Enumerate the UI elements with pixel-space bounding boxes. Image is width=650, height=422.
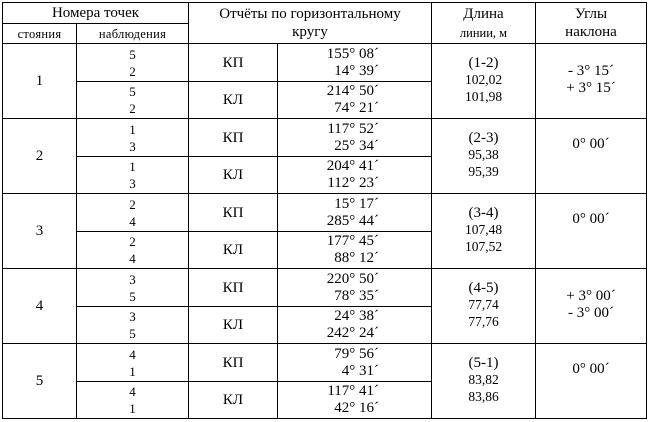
length-cell xyxy=(432,344,536,419)
length-value: 101,98 xyxy=(464,89,503,104)
sighting-cell xyxy=(77,194,189,232)
reading-cell xyxy=(278,232,432,269)
slope-value: - 3° 00´ xyxy=(568,305,614,321)
sighting-point: 1 xyxy=(129,159,136,174)
length-value: 102,02 xyxy=(464,72,503,87)
header-readings-line1: Отчёты по горизонтальному xyxy=(219,6,401,22)
slope-value: + 3° 15´ xyxy=(566,80,616,96)
length-value: 83,86 xyxy=(468,389,499,404)
sighting-cell xyxy=(77,382,189,419)
length-cell xyxy=(432,194,536,269)
slope-value: + 3° 00´ xyxy=(566,288,616,304)
reading-value: 117° 52´ xyxy=(327,120,379,137)
header-readings xyxy=(189,3,432,44)
sighting-cell xyxy=(77,157,189,194)
header-station: стояния xyxy=(3,24,77,44)
sighting-point: 2 xyxy=(129,63,136,79)
segment-label: (2-3) xyxy=(468,130,499,146)
station-cell: 4 xyxy=(3,269,77,344)
sighting-point: 4 xyxy=(129,384,136,399)
reading-cell xyxy=(278,157,432,194)
sighting-point: 1 xyxy=(129,401,136,416)
sighting-point: 5 xyxy=(129,288,136,304)
reading-value: 25° 34´ xyxy=(334,137,379,154)
sighting-point: 2 xyxy=(129,196,136,212)
sighting-point: 3 xyxy=(129,271,136,287)
reading-value: 15° 17´ xyxy=(334,195,379,212)
length-cell xyxy=(432,119,536,194)
reading-value: 42° 16´ xyxy=(334,400,379,416)
reading-value: 4° 31´ xyxy=(341,362,379,379)
header-length-line1: Длина xyxy=(463,6,504,22)
sighting-point: 4 xyxy=(129,251,136,266)
station-cell: 1 xyxy=(3,44,77,119)
reading-cell xyxy=(278,382,432,419)
sighting-cell xyxy=(77,82,189,119)
slope-value: - 3° 15´ xyxy=(568,63,614,79)
circle-position: КП xyxy=(189,119,278,157)
slope-cell xyxy=(536,194,647,269)
reading-cell xyxy=(278,44,432,82)
reading-value: 79° 56´ xyxy=(334,345,379,362)
reading-cell xyxy=(278,194,432,232)
header-row-1 xyxy=(3,3,647,24)
slope-cell xyxy=(536,119,647,194)
length-value: 95,39 xyxy=(468,164,499,179)
reading-value: 242° 24´ xyxy=(326,325,379,341)
sighting-point: 5 xyxy=(129,46,136,62)
slope-value: 0° 00´ xyxy=(572,361,610,377)
reading-value: 78° 35´ xyxy=(334,287,379,304)
sighting-point: 4 xyxy=(129,346,136,362)
sighting-point: 5 xyxy=(129,84,136,99)
station-cell: 5 xyxy=(3,344,77,419)
segment-label: (1-2) xyxy=(468,55,499,71)
circle-position: КП xyxy=(189,44,278,82)
header-angles xyxy=(536,3,647,44)
sighting-cell xyxy=(77,307,189,344)
reading-value: 220° 50´ xyxy=(326,270,379,287)
circle-position: КЛ xyxy=(189,307,278,344)
header-sighting: наблюдения xyxy=(77,24,189,44)
reading-value: 214° 50´ xyxy=(326,83,379,99)
reading-value: 74° 21´ xyxy=(334,100,379,116)
circle-position: КЛ xyxy=(189,232,278,269)
header-angles-line2: наклона xyxy=(565,24,617,40)
header-readings-line2: кругу xyxy=(292,24,328,40)
table-row xyxy=(3,344,647,382)
slope-value: 0° 00´ xyxy=(572,136,610,152)
length-value: 107,48 xyxy=(464,222,503,237)
reading-value: 117° 41´ xyxy=(327,383,379,399)
segment-label: (5-1) xyxy=(468,355,499,371)
length-cell xyxy=(432,269,536,344)
slope-cell xyxy=(536,269,647,344)
length-value: 77,76 xyxy=(468,314,499,329)
sighting-point: 2 xyxy=(129,234,136,249)
survey-table xyxy=(2,2,647,419)
reading-value: 112° 23´ xyxy=(327,175,379,191)
segment-label: (4-5) xyxy=(468,280,499,296)
header-length xyxy=(432,3,536,44)
sighting-point: 2 xyxy=(129,101,136,116)
reading-value: 14° 39´ xyxy=(334,62,379,79)
segment-label: (3-4) xyxy=(468,205,499,221)
reading-value: 285° 44´ xyxy=(326,212,379,229)
reading-value: 204° 41´ xyxy=(326,158,379,174)
header-angles-line1: Углы xyxy=(574,6,608,22)
slope-cell xyxy=(536,344,647,419)
sighting-cell xyxy=(77,119,189,157)
sighting-point: 5 xyxy=(129,326,136,341)
sighting-cell xyxy=(77,232,189,269)
sighting-cell xyxy=(77,44,189,82)
reading-cell xyxy=(278,344,432,382)
sighting-point: 1 xyxy=(129,121,136,137)
table-row xyxy=(3,194,647,232)
length-value: 77,74 xyxy=(468,297,499,312)
sighting-cell xyxy=(77,269,189,307)
table-row xyxy=(3,44,647,82)
sighting-point: 3 xyxy=(129,309,136,324)
sighting-point: 3 xyxy=(129,138,136,154)
table-row xyxy=(3,119,647,157)
reading-value: 24° 38´ xyxy=(334,308,379,324)
sighting-point: 4 xyxy=(129,213,136,229)
circle-position: КЛ xyxy=(189,82,278,119)
table-row xyxy=(3,269,647,307)
reading-cell xyxy=(278,269,432,307)
header-points: Номера точек xyxy=(3,3,189,24)
header-length-line2: линии, м xyxy=(459,26,508,40)
survey-table-body xyxy=(3,3,647,419)
sighting-point: 1 xyxy=(129,363,136,379)
circle-position: КП xyxy=(189,194,278,232)
reading-cell xyxy=(278,307,432,344)
reading-cell xyxy=(278,82,432,119)
station-cell: 3 xyxy=(3,194,77,269)
length-value: 95,38 xyxy=(468,147,499,162)
reading-value: 177° 45´ xyxy=(326,233,379,249)
reading-cell xyxy=(278,119,432,157)
station-cell: 2 xyxy=(3,119,77,194)
sighting-cell xyxy=(77,344,189,382)
circle-position: КЛ xyxy=(189,382,278,419)
reading-value: 88° 12´ xyxy=(334,250,379,266)
circle-position: КП xyxy=(189,344,278,382)
length-cell xyxy=(432,44,536,119)
sighting-point: 3 xyxy=(129,176,136,191)
slope-value: 0° 00´ xyxy=(572,211,610,227)
length-value: 107,52 xyxy=(464,239,503,254)
slope-cell xyxy=(536,44,647,119)
length-value: 83,82 xyxy=(468,372,499,387)
circle-position: КЛ xyxy=(189,157,278,194)
reading-value: 155° 08´ xyxy=(326,45,379,62)
circle-position: КП xyxy=(189,269,278,307)
